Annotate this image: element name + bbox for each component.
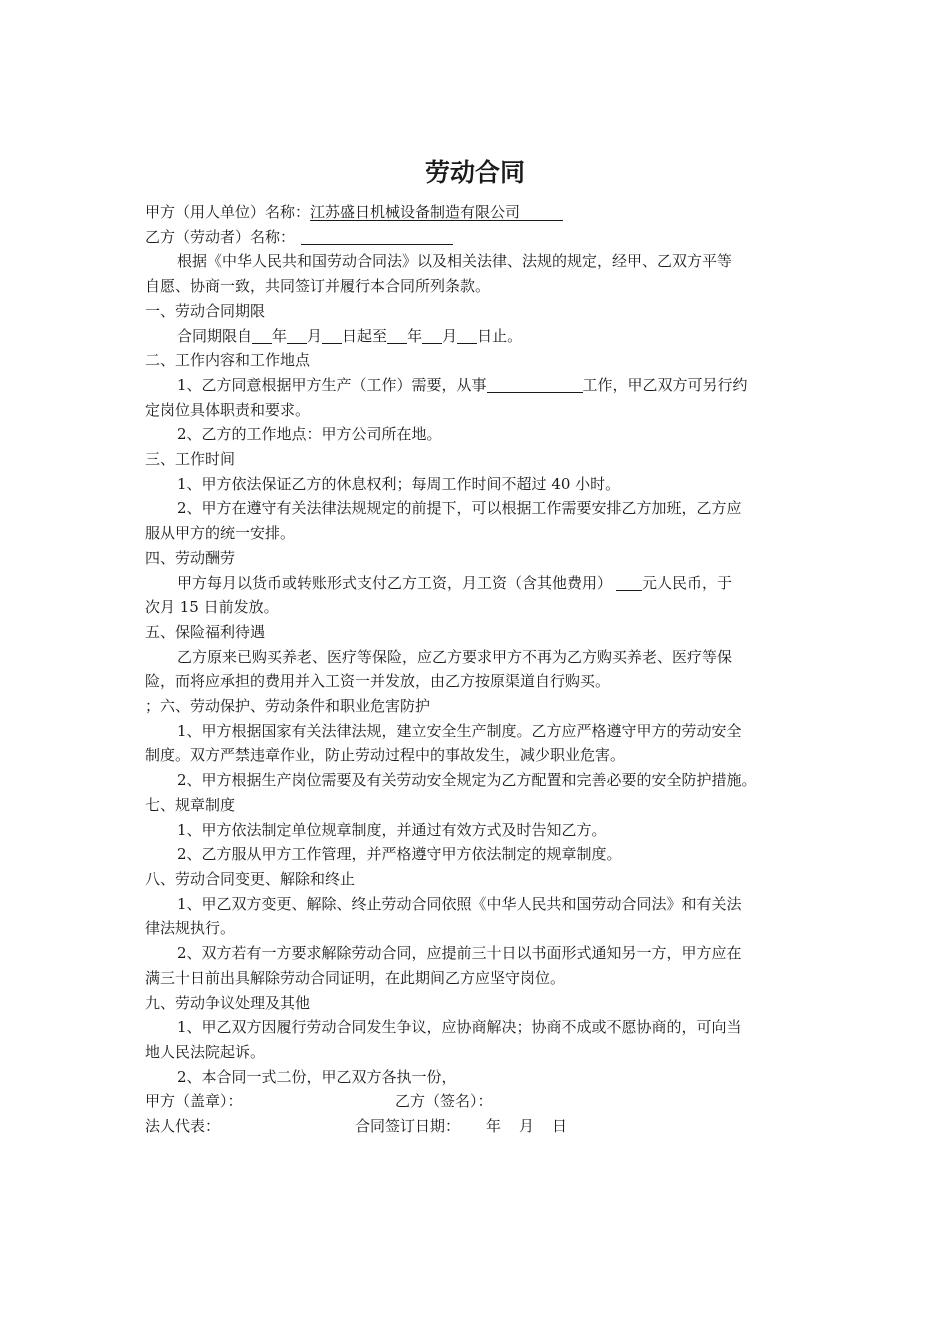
- clause-line: 1、乙方同意根据甲方生产（工作）需要，从事 工作，甲乙双方可另行约: [177, 375, 748, 394]
- preamble-line: 根据《中华人民共和国劳动合同法》以及相关法律、法规的规定，经甲、乙双方平等: [177, 252, 733, 271]
- clause-line: 乙方原来已购买养老、医疗等保险，应乙方要求甲方不再为乙方购买养老、医疗等保: [177, 647, 733, 666]
- document-title: 劳动合同: [424, 158, 525, 187]
- signature-row: [145, 1089, 810, 1114]
- clause-line: 甲方每月以货币或转账形式支付乙方工资，月工资（含其他费用） 元人民币，于: [177, 573, 733, 592]
- clause-line: 2、甲方在遵守有关法律法规规定的前提下，可以根据工作需要安排乙方加班，乙方应: [177, 499, 742, 518]
- section-heading: 七、规章制度: [145, 795, 236, 814]
- clause-line: 制度。双方严禁违章作业，防止劳动过程中的事故发生，减少职业危害。: [145, 746, 626, 765]
- clause-line: 1、甲方根据国家有关法律法规，建立安全生产制度。乙方应严格遵守甲方的劳动安全: [177, 721, 742, 740]
- section-heading: 四、劳动酬劳: [145, 548, 236, 567]
- party-b-label: 乙方（劳动者）名称：: [145, 227, 296, 246]
- legal-rep-label: 法人代表：: [145, 1117, 221, 1135]
- salary-blank[interactable]: [616, 573, 642, 591]
- contract-term-line: 合同期限自 年 月 日起至 年 月 日止。: [177, 326, 523, 345]
- party-b-sign-label: 乙方（签名）：: [395, 1092, 493, 1111]
- start-month-blank[interactable]: [287, 326, 307, 344]
- end-month-blank[interactable]: [422, 326, 442, 344]
- contract-body: [145, 200, 810, 1139]
- clause-line: 定岗位具体职责和要求。: [145, 400, 311, 419]
- clause-line: 2、乙方的工作地点：甲方公司所在地。: [177, 425, 442, 444]
- job-title-blank[interactable]: [487, 375, 583, 393]
- section-heading: ；六、劳动保护、劳动条件和职业危害防护: [145, 697, 431, 716]
- party-a-line: [145, 200, 810, 225]
- sign-month: 月: [519, 1117, 535, 1135]
- section-heading: 二、工作内容和工作地点: [145, 351, 311, 370]
- start-year-blank[interactable]: [252, 326, 272, 344]
- clause-line: 2、乙方服从甲方工作管理，并严格遵守甲方依法制定的规章制度。: [177, 845, 622, 864]
- party-a-seal-label: 甲方（盖章）：: [145, 1092, 243, 1111]
- section-heading: 九、劳动争议处理及其他: [145, 993, 311, 1012]
- section-heading: 一、劳动合同期限: [145, 301, 266, 320]
- clause-line: 2、双方若有一方要求解除劳动合同，应提前三十日以书面形式通知另一方，甲方应在: [177, 944, 742, 963]
- section-heading: 三、工作时间: [145, 450, 236, 469]
- clause-line: 1、甲乙双方变更、解除、终止劳动合同依照《中华人民共和国劳动合同法》和有关法: [177, 894, 742, 913]
- party-a-name: 江苏盛日机械设备制造有限公司: [310, 203, 521, 221]
- clause-line: 险，而将应承担的费用并入工资一并发放，由乙方按原渠道自行购买。: [145, 672, 611, 691]
- clause-line: 2、本合同一式二份，甲乙双方各执一份，: [177, 1067, 457, 1086]
- clause-line: 地人民法院起诉。: [145, 1042, 266, 1061]
- party-a-label: 甲方（用人单位）名称：: [145, 203, 311, 221]
- clause-line: 次月 15 日前发放。: [145, 598, 279, 617]
- sign-day: 日: [552, 1117, 568, 1135]
- end-year-blank[interactable]: [387, 326, 407, 344]
- start-day-blank[interactable]: [322, 326, 342, 344]
- party-b-name-blank[interactable]: [301, 227, 453, 245]
- signature-row: [145, 1114, 810, 1139]
- sign-year: 年: [486, 1117, 502, 1135]
- clause-line: 服从甲方的统一安排。: [145, 524, 296, 543]
- clause-line: 1、甲方依法保证乙方的休息权利；每周工作时间不超过 40 小时。: [177, 474, 621, 493]
- clause-line: 律法规执行。: [145, 919, 236, 938]
- sign-date-label: 合同签订日期：: [355, 1117, 461, 1135]
- preamble-line: 自愿、协商一致，共同签订并履行本合同所列条款。: [145, 277, 491, 296]
- end-day-blank[interactable]: [457, 326, 477, 344]
- clause-line: 满三十日前出具解除劳动合同证明，在此期间乙方应坚守岗位。: [145, 968, 566, 987]
- clause-line: 2、甲方根据生产岗位需要及有关劳动安全规定为乙方配置和完善必要的安全防护措施。: [177, 771, 757, 790]
- clause-line: 1、甲乙双方因履行劳动合同发生争议，应协商解决；协商不成或不愿协商的，可向当: [177, 1018, 742, 1037]
- section-heading: 八、劳动合同变更、解除和终止: [145, 869, 356, 888]
- clause-line: 1、甲方依法制定单位规章制度，并通过有效方式及时告知乙方。: [177, 820, 607, 839]
- section-heading: 五、保险福利待遇: [145, 622, 266, 641]
- party-b-line: [145, 225, 810, 250]
